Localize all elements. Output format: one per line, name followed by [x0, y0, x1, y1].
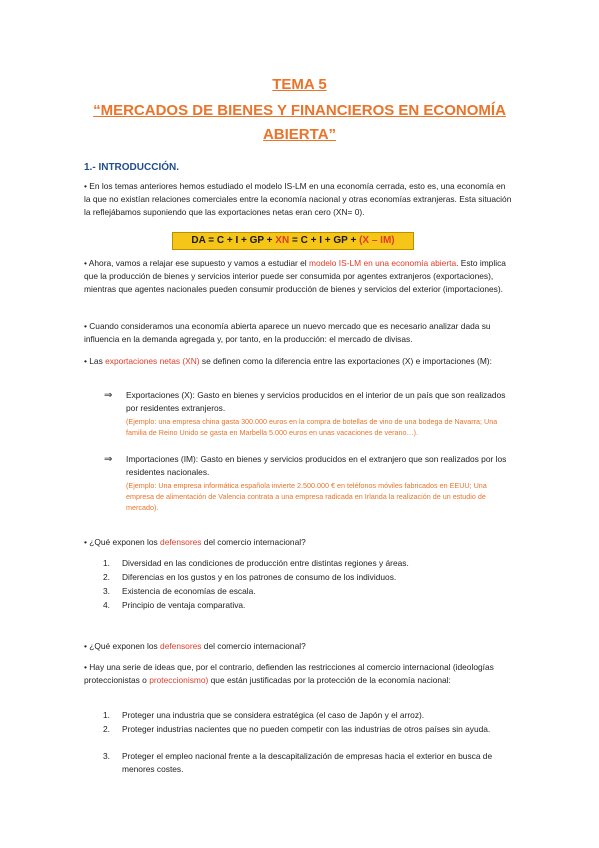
- question2-before: • ¿Qué exponen los: [84, 641, 161, 651]
- question-defensores-2: [84, 640, 514, 653]
- example-importaciones: (Ejemplo: Una empresa informática española invierte 2.500.000 € en teléfonos móviles fabricados en EEUU; Una empresa de alimentación de Valencia contrata a una empresa radicada en Irlanda la realización de un estudio de mercado).: [126, 481, 487, 512]
- paragraph-economia-abierta: [84, 257, 514, 296]
- list2-number: 3.: [103, 751, 110, 761]
- question2-after: del comercio internacional?: [201, 641, 306, 651]
- example-exportaciones: (Ejemplo: una empresa china gasta 300.000 euros en la compra de botellas de vino de una bodega de Navarra; Una familia de Reino Unido se gasta en Marbella 5.000 euros en unas vacaciones de verano…).: [126, 417, 498, 437]
- list2-item: Proteger una industria que se considera estratégica (el caso de Japón y el arroz).: [122, 710, 425, 720]
- list1-item: Existencia de economías de escala.: [122, 586, 256, 596]
- arrow-icon: ⇒: [104, 390, 113, 401]
- list2-number: 1.: [103, 710, 110, 720]
- para4-highlight: exportaciones netas (XN): [105, 356, 200, 366]
- para5-before: • Hay una serie de ideas que, por el contrario, defienden las restricciones al comercio internacional (ideologías proteccionistas o: [84, 662, 494, 685]
- formula-x-minus-im: (X – IM): [359, 235, 395, 246]
- paragraph-mercado-divisas: • Cuando consideramos una economía abierta aparece un nuevo mercado que es necesario analizar dada su influencia en la demanda agregada y, por tanto, en la producción: el mercado de divisas.: [84, 321, 491, 344]
- paragraph-exportaciones-netas: [84, 355, 514, 368]
- formula-xn: XN: [275, 235, 290, 246]
- paragraph-proteccionismo: [84, 661, 514, 687]
- list2-item: Proteger industrias nacientes que no pueden competir con las industrias de otros países sin ayuda.: [122, 724, 491, 734]
- list1-item: Diversidad en las condiciones de producción entre distintas regiones y áreas.: [122, 558, 409, 568]
- aggregate-demand-formula: [172, 232, 414, 250]
- para4-after: se definen como la diferencia entre las exportaciones (X) e importaciones (M):: [199, 356, 492, 366]
- document-title-line3: ABIERTA”: [262, 126, 337, 143]
- section-heading-introduccion: 1.- INTRODUCCIÓN.: [84, 162, 179, 173]
- para4-before: • Las: [84, 356, 106, 366]
- formula-part3: = C + I + GP +: [289, 235, 360, 246]
- bullet-importaciones: Importaciones (IM): Gasto en bienes y servicios producidos en el extranjero que son realizados por los residentes nacionales.: [126, 454, 507, 477]
- para2-highlight: modelo IS-LM en una economía abierta: [308, 258, 457, 268]
- list1-number: 3.: [103, 586, 110, 596]
- list1-number: 1.: [103, 558, 110, 568]
- list2-number: 2.: [103, 724, 110, 734]
- paragraph-modelo-cerrado: • En los temas anteriores hemos estudiado el modelo IS-LM en una economía cerrada, esto es, una economía en la que no existían relaciones comerciales entre la economía nacional y otras economías extranjeras. Esta situación la reflejábamos suponiendo que las exportaciones netas eran cero (XN= 0).: [84, 181, 512, 217]
- para5-after: que están justificadas por la protección de la economía nacional:: [208, 675, 451, 685]
- para2-before: • Ahora, vamos a relajar ese supuesto y vamos a estudiar el: [84, 258, 309, 268]
- list2-item: Proteger el empleo nacional frente a la descapitalización de empresas hacia el exterior en busca de menores costes.: [122, 751, 493, 774]
- question1-highlight: defensores: [160, 537, 202, 547]
- document-title-line1: TEMA 5: [272, 76, 327, 93]
- list1-item: Diferencias en los gustos y en los patrones de consumo de los individuos.: [122, 572, 397, 582]
- question1-after: del comercio internacional?: [201, 537, 306, 547]
- formula-part1: DA = C + I + GP +: [191, 235, 276, 246]
- list1-item: Principio de ventaja comparativa.: [122, 600, 246, 610]
- list1-number: 4.: [103, 600, 110, 610]
- arrow-icon: ⇒: [104, 454, 113, 465]
- bullet-exportaciones: Exportaciones (X): Gasto en bienes y servicios producidos en el interior de un país que son realizados por residentes extranjeros.: [126, 390, 506, 413]
- question-defensores-1: [84, 536, 514, 549]
- question2-highlight: defensores: [160, 641, 202, 651]
- question1-before: • ¿Qué exponen los: [84, 537, 161, 547]
- list1-number: 2.: [103, 572, 110, 582]
- para5-highlight: proteccionismo): [149, 675, 209, 685]
- document-title-line2: “MERCADOS DE BIENES Y FINANCIEROS EN ECONOMÍA: [93, 102, 506, 119]
- para2-after: . Esto implica que la producción de bienes y servicios interior puede ser consumida por agentes extranjeros (exportaciones), mientras que agentes nacionales pueden consumir producción de bienes y servicios del exterior (importaciones).: [84, 258, 506, 294]
